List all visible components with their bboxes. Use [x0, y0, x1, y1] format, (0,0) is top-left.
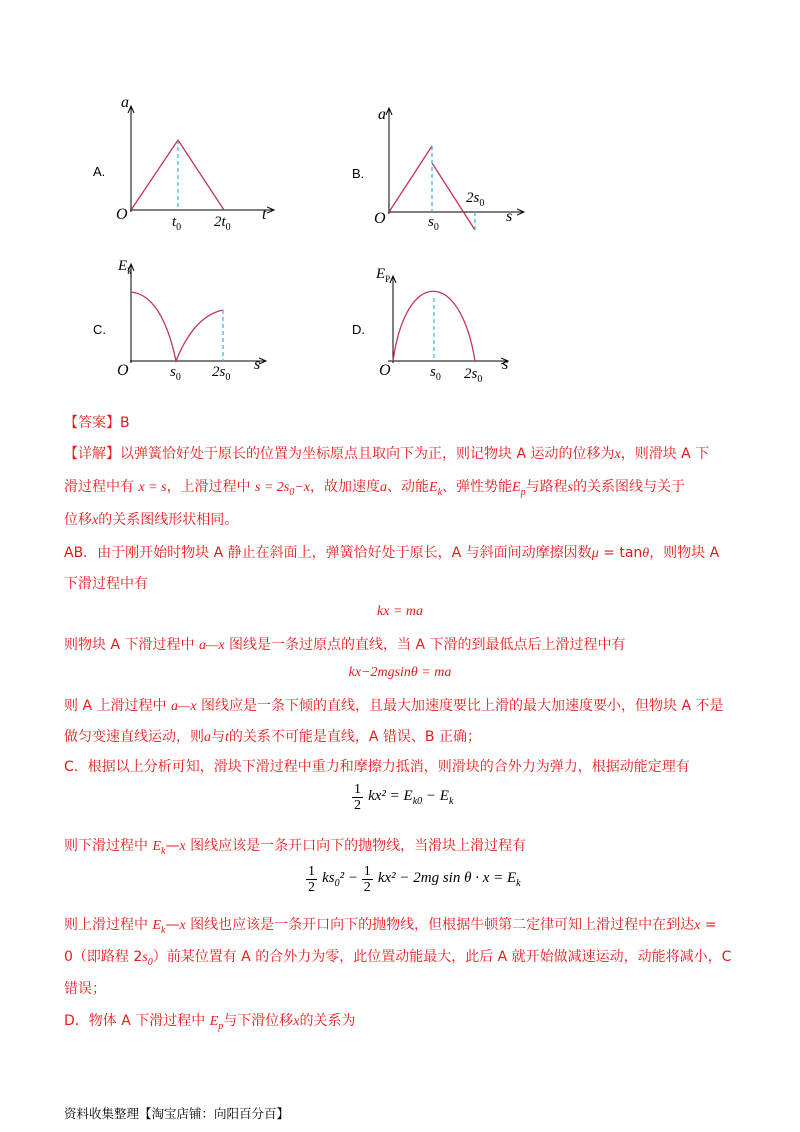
graph-c — [90, 250, 290, 390]
origin-label: O — [374, 210, 386, 227]
detail-line-2: 滑过程中有 x = s，上滑过程中 $s = 2s_0-x$，故加速度a、动能$E_k$、弹性势能$E_p$与路程s的关系图线与关于 — [64, 479, 686, 498]
tick-label-2: $2s_0$ — [466, 190, 485, 209]
option-label: D. — [352, 322, 365, 337]
c-line-5: 错误； — [64, 981, 106, 997]
c-line-3: 则上滑过程中 $E_k—x$ 图线也应该是一条开口向下的抛物线，但根据牛顿第二定律可知上滑过程中在到达x = — [64, 917, 717, 936]
answer-line — [64, 413, 130, 433]
y-axis-label: a — [378, 106, 386, 123]
ab-line-4: 则 A 上滑过程中 a—x 图线应是一条下倾的直线，且最大加速度要比上滑的最大加速度要小，但物块 A 不是 — [64, 698, 724, 714]
answer-label: 【答案】 — [64, 415, 120, 431]
origin-label: O — [117, 362, 129, 379]
footer-source: 资料收集整理【淘宝店铺：向阳百分百】 — [64, 1106, 290, 1121]
origin-label: O — [379, 362, 391, 379]
ab-line-1: AB．由于刚开始时物块 A 静止在斜面上，弹簧恰好处于原长，A 与斜面间动摩擦因数μ = tanθ，则物块 A — [64, 545, 720, 561]
origin-label: O — [116, 206, 128, 223]
option-label: C. — [93, 322, 106, 337]
d-line-1: D．物体 A 下滑过程中 $E_p$与下滑位移x的关系为 — [64, 1013, 356, 1032]
tick-label-2: $2s_0$ — [212, 364, 231, 383]
ab-line-3: 则物块 A 下滑过程中 a—x 图线是一条过原点的直线，当 A 下滑的到最低点后上滑过程中有 — [64, 637, 626, 653]
x-axis-label: s — [254, 356, 261, 373]
c-line-1: C．根据以上分析可知，滑块下滑过程中重力和摩擦力抵消，则滑块的合外力为弹力，根据动能定理有 — [64, 759, 690, 775]
curve-down — [389, 146, 432, 212]
c-line-4: 0（即路程 $2s_0$）前某位置有 A 的合外力为零，此位置动能最大，此后 A 就开始做减速运动，动能将减小，C — [64, 949, 732, 968]
tick-label-1: $s_0$ — [428, 214, 439, 233]
c-line-2: 则下滑过程中 $E_k—x$ 图线应该是一条开口向下的抛物线，当滑块上滑过程有 — [64, 838, 527, 857]
x-axis-label: s — [502, 356, 509, 373]
y-axis-label: a — [121, 94, 129, 111]
fraction-half: $\frac{1}{2}$ — [354, 782, 361, 813]
detail-line-3: 位移x的关系图线形状相同。 — [64, 512, 239, 528]
graph-a — [90, 94, 290, 244]
tick-label-2: $2s_0$ — [464, 366, 483, 385]
tick-label-1: $t_0$ — [172, 214, 182, 233]
ab-line-2: 下滑过程中有 — [64, 576, 148, 592]
option-label: B. — [352, 166, 365, 181]
equation-kx-2mgsin: kx−2mgsinθ = ma — [348, 665, 452, 680]
equation-kinetic-1: $\frac{1}{2}$ $kx^2 = E_{k0} - E_k$ — [354, 782, 454, 813]
equation-kx-ma: kx = ma — [377, 604, 423, 619]
detail-line-1: 【详解】以弹簧恰好处于原长的位置为坐标原点且取向下为正，则记物块 A 运动的位移为x，则滑块 A 下 — [64, 446, 710, 462]
y-axis-label: $E_k$ — [118, 258, 132, 276]
y-axis-label: $E_P$ — [376, 266, 391, 284]
equation-kinetic-2: $\frac{1}{2}$ $ks_0^2$ − $\frac{1}{2}$ kx² − 2mg $\sin \theta \cdot x = E_k$ — [308, 864, 521, 895]
detail-label: 【详解】 — [64, 446, 120, 462]
option-label: A. — [93, 164, 106, 179]
ab-line-5: 做匀变速直线运动，则a与t的关系不可能是直线，A 错误、B 正确； — [64, 729, 481, 745]
graph-d — [348, 258, 548, 398]
x-axis-label: t — [262, 206, 267, 223]
tick-label-1: $s_0$ — [430, 364, 441, 383]
curve — [131, 292, 223, 361]
tick-label-2: $2t_0$ — [214, 214, 231, 233]
graph-b — [348, 96, 548, 246]
tick-label-1: $s_0$ — [170, 364, 181, 383]
answer-value: B — [120, 415, 130, 431]
x-axis-label: s — [506, 208, 513, 225]
